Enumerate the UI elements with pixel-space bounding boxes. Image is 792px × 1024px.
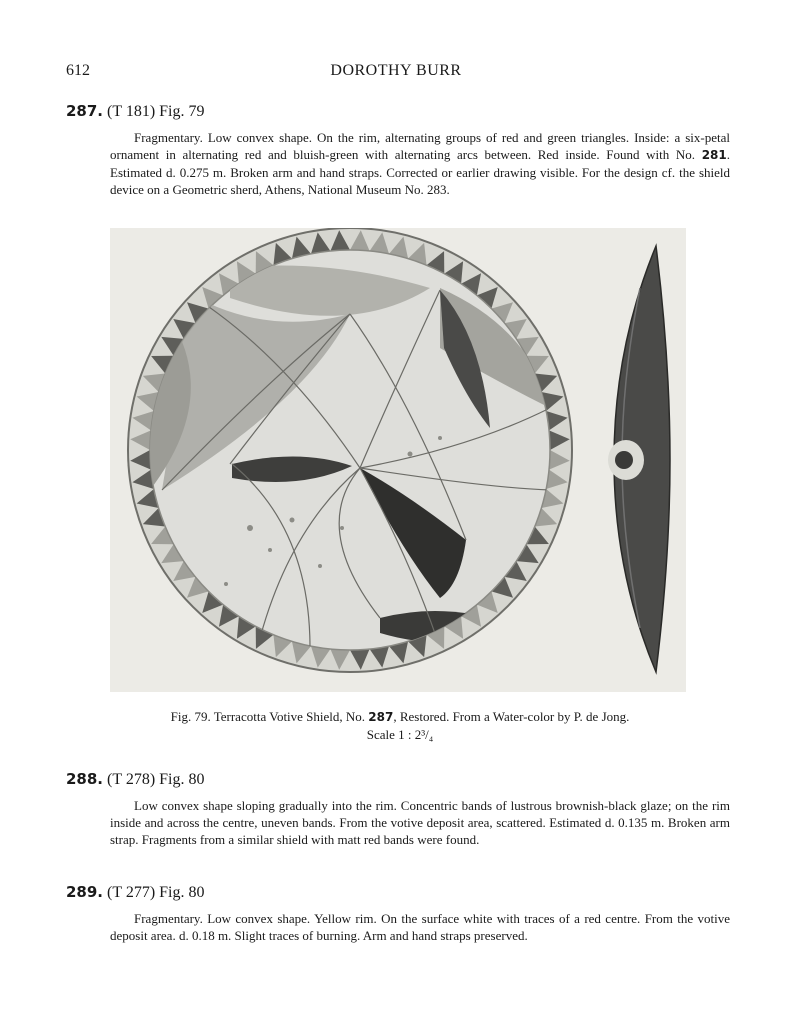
caption-line [100, 708, 700, 726]
caption-suffix: , Restored. From a Water-color by P. de Jong. [393, 709, 630, 724]
running-title: DOROTHY BURR [330, 62, 462, 79]
caption-scale: Scale 1 : 2³/₄ [366, 727, 434, 742]
figure-caption [100, 708, 700, 744]
entry-reference: (T 277) Fig. 80 [107, 884, 205, 901]
cross-reference: 281 [701, 148, 727, 162]
figure-79-plate [110, 228, 686, 692]
entry-287-heading [66, 102, 205, 121]
entry-number: 288. [66, 770, 104, 788]
caption-bold-ref: 287 [368, 710, 394, 724]
entry-289-description: Fragmentary. Low convex shape. Yellow rim. On the surface white with traces of a red centre. From the votive deposit area. d. 0.18 m. Slight traces of burning. Arm and hand straps preserved. [110, 911, 730, 943]
entry-number: 289. [66, 883, 104, 901]
entry-289-heading [66, 883, 205, 902]
entry-288-description: Low convex shape sloping gradually into the rim. Concentric bands of lustrous brownish-black glaze; on the rim inside and across the centre, uneven bands. From the votive deposit area, scattered. Estimated d. 0.135 m. Broken arm strap. Fragments from a similar shield with matt red bands were found. [110, 798, 730, 847]
shield-illustration [110, 228, 686, 692]
entry-reference: (T 278) Fig. 80 [107, 771, 205, 788]
entry-reference: (T 181) Fig. 79 [107, 103, 205, 120]
description-part-2: . Estimated d. 0.275 m. Broken arm and hand straps. Corrected or earlier drawing visible. For the design cf. the shield device on a Geometric sherd, Athens, National Museum No. 283. [110, 147, 730, 197]
page-number: 612 [66, 62, 90, 79]
shield-handle-hole [615, 451, 633, 469]
caption-prefix: Fig. 79. Terracotta Votive Shield, No. [170, 709, 369, 724]
entry-number: 287. [66, 102, 104, 120]
entry-287-description [110, 129, 730, 198]
description-part-1: Fragmentary. Low convex shape. On the rim, alternating groups of red and green triangles. Inside: a six-petal ornament in alternating red and bluish-green with alternating arcs between. Red inside. Found with No. [110, 130, 730, 162]
entry-288-heading [66, 770, 205, 789]
